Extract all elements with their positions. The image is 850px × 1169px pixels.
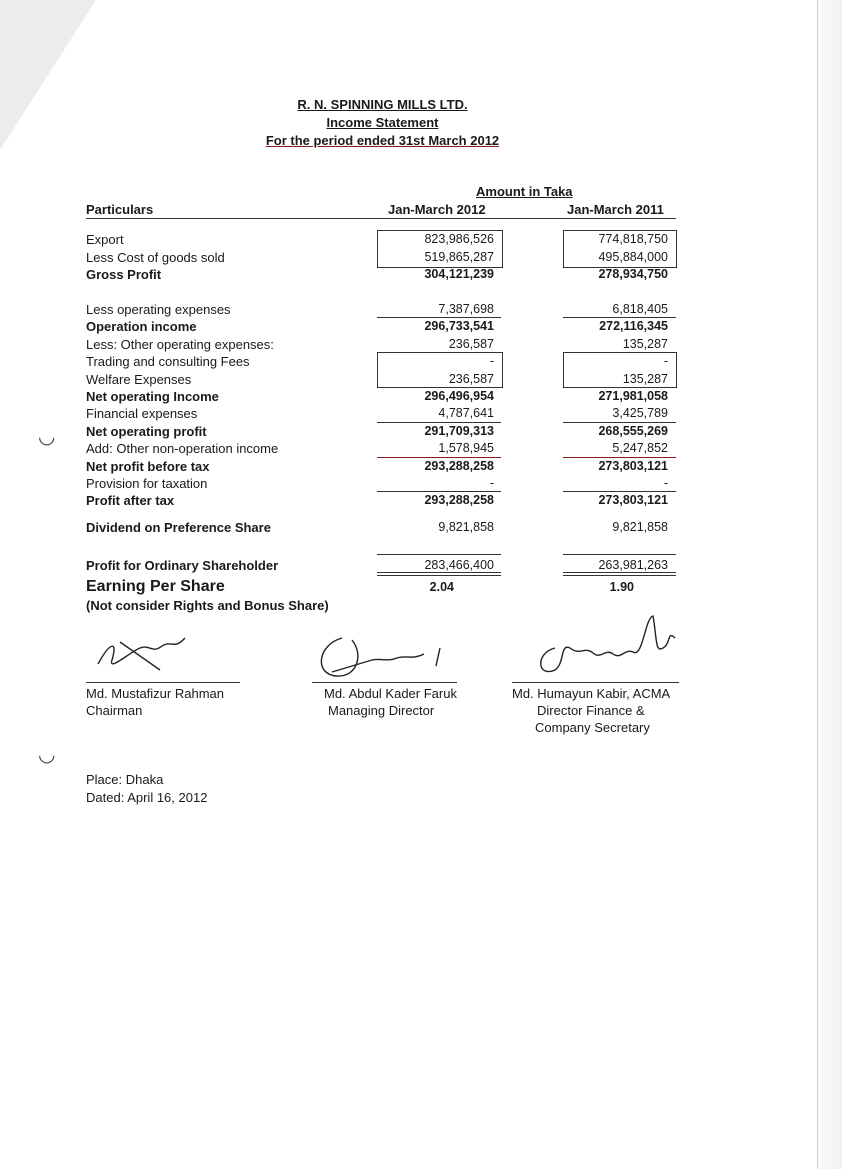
row-value-2011: 272,116,345 bbox=[599, 319, 668, 333]
row-value-2012: 236,587 bbox=[448, 337, 494, 351]
row-label-profit-before-tax: Net profit before tax bbox=[86, 459, 210, 474]
row-label-trading-fees: Trading and consulting Fees bbox=[86, 354, 250, 369]
row-value-2011: 3,425,789 bbox=[612, 406, 668, 420]
row-value-2012: - bbox=[489, 476, 494, 490]
period-title: For the period ended 31st March 2012 bbox=[265, 133, 500, 148]
row-label-operating-expenses: Less operating expenses bbox=[86, 302, 231, 317]
row-label-eps: Earning Per Share bbox=[86, 578, 225, 595]
punch-hole-icon: ◡ bbox=[38, 744, 56, 766]
row-value-2011: 263,981,263 bbox=[598, 558, 668, 572]
row-label-provision-taxation: Provision for taxation bbox=[86, 476, 208, 491]
row-label-profit-ordinary: Profit for Ordinary Shareholder bbox=[86, 558, 279, 573]
row-value-2012: 296,733,541 bbox=[424, 319, 494, 333]
signature-director-finance bbox=[525, 608, 685, 683]
row-value-2012: 823,986,526 bbox=[424, 232, 494, 246]
signatory-title-md: Managing Director bbox=[328, 703, 435, 718]
row-value-2012: 304,121,239 bbox=[424, 267, 494, 281]
row-value-2012: 236,587 bbox=[448, 372, 494, 386]
row-value-2011: 774,818,750 bbox=[598, 232, 668, 246]
rule bbox=[377, 491, 501, 492]
signatory-title-director-finance: Director Finance & bbox=[537, 703, 645, 718]
double-rule bbox=[377, 572, 501, 576]
row-label-gross-profit: Gross Profit bbox=[86, 267, 162, 282]
row-value-2011: 273,803,121 bbox=[598, 459, 668, 473]
signatory-title-chairman: Chairman bbox=[86, 703, 143, 718]
row-value-2011: 5,247,852 bbox=[612, 441, 668, 455]
rule bbox=[563, 457, 676, 458]
row-label-export: Export bbox=[86, 232, 124, 247]
rule bbox=[377, 317, 501, 318]
row-value-2012: 519,865,287 bbox=[424, 250, 494, 264]
row-value-2011: 6,818,405 bbox=[612, 302, 668, 316]
row-value-2011: 9,821,858 bbox=[612, 520, 668, 534]
eps-2011: 1.90 bbox=[609, 580, 634, 594]
signatory-title2-director-finance: Company Secretary bbox=[535, 720, 650, 735]
page-edge bbox=[817, 0, 842, 1169]
punch-hole-icon: ◡ bbox=[38, 426, 56, 448]
eps-2012: 2.04 bbox=[429, 580, 454, 594]
row-value-2012: 296,496,954 bbox=[424, 389, 494, 403]
signatory-name-md: Md. Abdul Kader Faruk bbox=[324, 686, 457, 701]
row-value-2012: 1,578,945 bbox=[438, 441, 494, 455]
col-2012: Jan-March 2012 bbox=[388, 202, 486, 217]
company-name: R. N. SPINNING MILLS LTD. bbox=[297, 97, 468, 112]
signature-line bbox=[86, 682, 240, 683]
rule bbox=[377, 457, 501, 458]
row-value-2012: 293,288,258 bbox=[424, 459, 494, 473]
rule bbox=[563, 491, 676, 492]
row-label-dividend-preference: Dividend on Preference Share bbox=[86, 520, 271, 535]
row-label-welfare-expenses: Welfare Expenses bbox=[86, 372, 192, 387]
signature-line bbox=[512, 682, 679, 683]
col-2011: Jan-March 2011 bbox=[567, 202, 664, 217]
dated: Dated: April 16, 2012 bbox=[86, 790, 208, 805]
rule bbox=[377, 554, 501, 555]
col-particulars: Particulars bbox=[86, 202, 154, 217]
row-value-2012: 7,387,698 bbox=[438, 302, 494, 316]
row-value-2011: 273,803,121 bbox=[598, 493, 668, 507]
signatory-name-chairman: Md. Mustafizur Rahman bbox=[86, 686, 224, 701]
rule bbox=[563, 554, 676, 555]
row-value-2012: 283,466,400 bbox=[424, 558, 494, 572]
rule bbox=[563, 317, 676, 318]
place: Place: Dhaka bbox=[86, 772, 164, 787]
row-label-operation-income: Operation income bbox=[86, 319, 197, 334]
row-label-net-operating-profit: Net operating profit bbox=[86, 424, 207, 439]
row-label-non-operation-income: Add: Other non-operation income bbox=[86, 441, 279, 456]
signatory-name-director-finance: Md. Humayun Kabir, ACMA bbox=[512, 686, 671, 701]
row-label-financial-expenses: Financial expenses bbox=[86, 406, 198, 421]
row-value-2012: - bbox=[489, 354, 494, 368]
rule bbox=[563, 422, 676, 423]
row-value-2011: 278,934,750 bbox=[598, 267, 668, 281]
row-value-2011: 135,287 bbox=[622, 337, 668, 351]
row-value-2011: 135,287 bbox=[622, 372, 668, 386]
row-value-2011: 495,884,000 bbox=[598, 250, 668, 264]
row-value-2011: 268,555,269 bbox=[598, 424, 668, 438]
row-label-other-operating-expenses: Less: Other operating expenses: bbox=[86, 337, 274, 352]
row-value-2011: - bbox=[663, 354, 668, 368]
signature-line bbox=[312, 682, 457, 683]
amount-heading: Amount in Taka bbox=[476, 184, 573, 199]
row-label-cogs: Less Cost of goods sold bbox=[86, 250, 225, 265]
row-value-2012: 9,821,858 bbox=[438, 520, 494, 534]
row-label-net-operating-income: Net operating Income bbox=[86, 389, 219, 404]
row-value-2011: - bbox=[663, 476, 668, 490]
signature-chairman bbox=[90, 622, 200, 677]
row-value-2012: 4,787,641 bbox=[438, 406, 494, 420]
double-rule bbox=[563, 572, 676, 576]
row-value-2012: 291,709,313 bbox=[424, 424, 494, 438]
statement-title: Income Statement bbox=[326, 115, 439, 130]
rule bbox=[377, 422, 501, 423]
header-rule bbox=[86, 218, 676, 219]
signature-managing-director bbox=[312, 630, 462, 682]
row-value-2012: 293,288,258 bbox=[424, 493, 494, 507]
row-label-profit-after-tax: Profit after tax bbox=[86, 493, 175, 508]
eps-note: (Not consider Rights and Bonus Share) bbox=[86, 598, 329, 613]
row-value-2011: 271,981,058 bbox=[598, 389, 668, 403]
